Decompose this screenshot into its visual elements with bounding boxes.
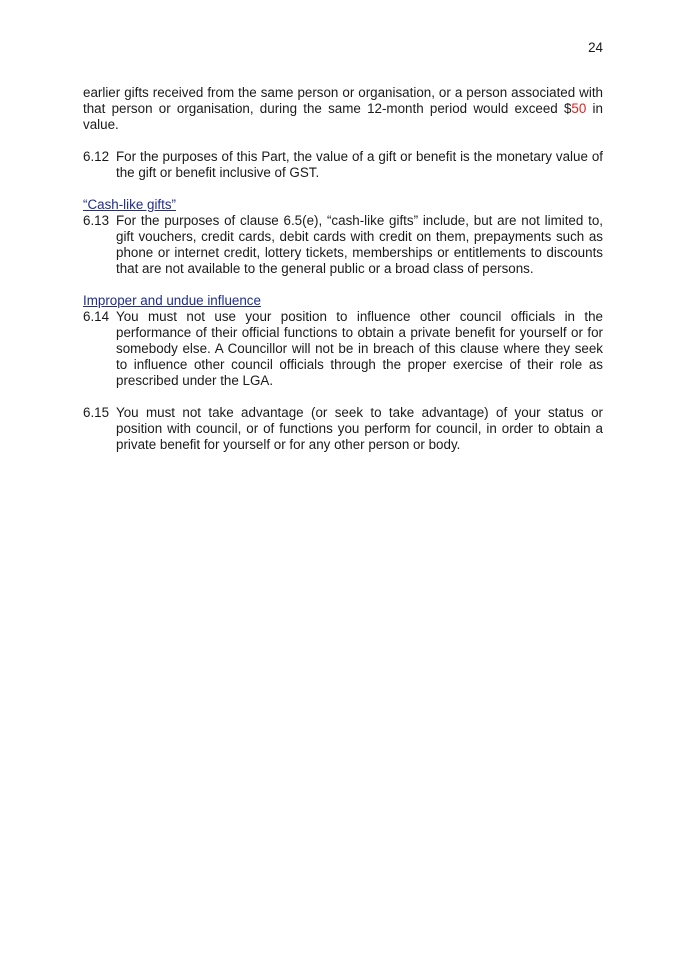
clause-text: For the purposes of clause 6.5(e), “cash-like gifts” include, but are not limited to, gift vouchers, credit cards, debit cards with credit on them, prepayments such as phone or internet credit, lottery tickets, memberships or entitlements to discounts that are not available to the general public or a broad class of persons. [116, 213, 603, 276]
spacer [83, 133, 603, 149]
clause-text: You must not take advantage (or seek to take advantage) of your status or position with council, or of functions you perform for council, in order to obtain a private benefit for yourself or for any other person or body. [116, 405, 603, 452]
clause-6-12 [83, 149, 603, 181]
clause-6-15 [83, 405, 603, 453]
gift-limit-amount: 50 [571, 101, 587, 116]
document-body [83, 85, 603, 453]
clause-number: 6.15 [83, 405, 110, 420]
continuation-text-before: earlier gifts received from the same person or organisation, or a person associated with that person or organisation, during the same 12-month period would exceed $ [83, 85, 603, 116]
page-number: 24 [588, 40, 603, 55]
section-heading-cash-like-gifts: “Cash-like gifts” [83, 197, 177, 212]
clause-text: For the purposes of this Part, the value of a gift or benefit is the monetary value of the gift or benefit inclusive of GST. [116, 149, 603, 180]
clause-6-14 [83, 309, 603, 389]
spacer [83, 181, 603, 197]
clause-number: 6.14 [83, 309, 110, 324]
continuation-paragraph [83, 85, 603, 133]
section-heading-improper-influence: Improper and undue influence [83, 293, 261, 308]
clause-number: 6.12 [83, 149, 110, 164]
clause-6-13 [83, 213, 603, 277]
clause-number: 6.13 [83, 213, 110, 228]
spacer [83, 389, 603, 405]
clause-text: You must not use your position to influence other council officials in the performance of their official functions to obtain a private benefit for yourself or for somebody else. A Councillor will not be in breach of this clause where they seek to influence other council officials through the proper exercise of their role as prescribed under the LGA. [116, 309, 603, 388]
spacer [83, 277, 603, 293]
continuation-text-after: in value. [83, 101, 603, 132]
